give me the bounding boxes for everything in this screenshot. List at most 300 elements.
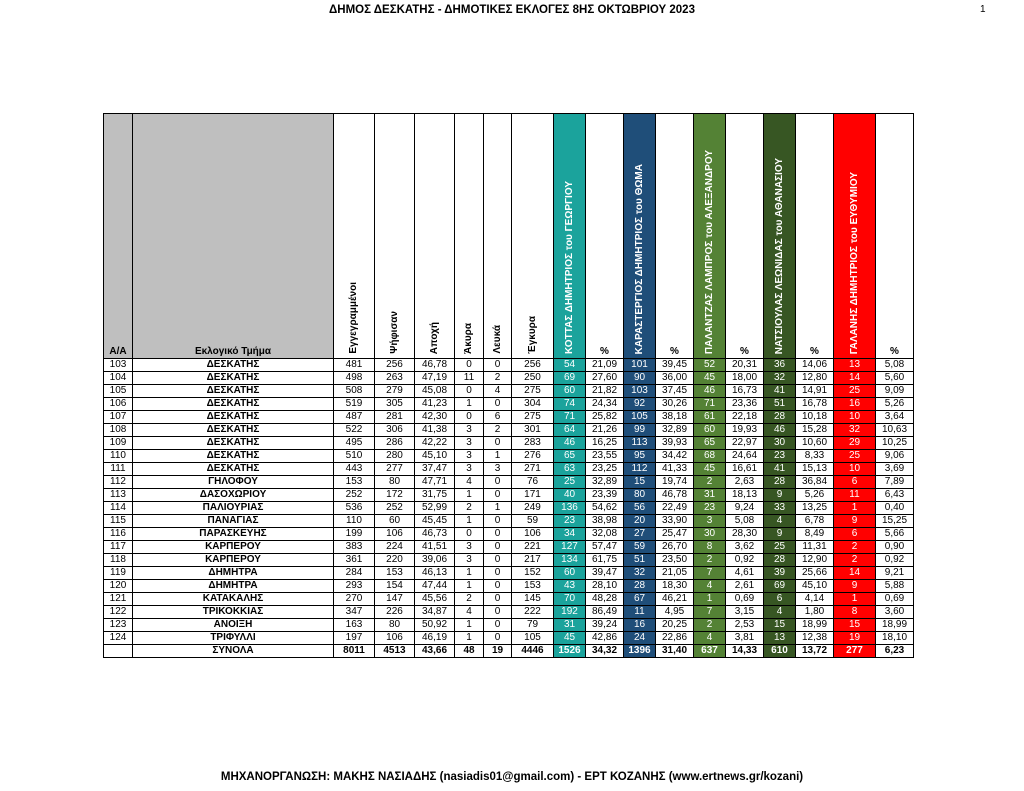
cell-cand2-votes: 67 (624, 593, 656, 606)
table-row (104, 541, 914, 554)
cell-eggegrammenoi: 270 (334, 593, 375, 606)
cell-egkyra: 271 (512, 463, 554, 476)
cell-cand1-pct: 25,82 (586, 411, 624, 424)
cell-cand3-pct: 2,63 (726, 476, 764, 489)
cell-tmima: ΔΕΣΚΑΤΗΣ (133, 463, 334, 476)
cell-lefka: 2 (484, 372, 512, 385)
cell-akyra: 4 (455, 476, 484, 489)
total-cand3-pct: 14,33 (726, 645, 764, 658)
cell-cand2-pct: 37,45 (656, 385, 694, 398)
cell-egkyra: 283 (512, 437, 554, 450)
cell-eggegrammenoi: 293 (334, 580, 375, 593)
cell-cand3-votes: 60 (694, 424, 726, 437)
table-row (104, 463, 914, 476)
cell-akyra: 11 (455, 372, 484, 385)
cell-lefka: 0 (484, 567, 512, 580)
cell-cand2-votes: 28 (624, 580, 656, 593)
cell-cand2-pct: 32,89 (656, 424, 694, 437)
cell-cand5-votes: 15 (834, 619, 876, 632)
cell-cand5-pct: 10,63 (876, 424, 914, 437)
cell-psifisan: 154 (375, 580, 415, 593)
table-row (104, 528, 914, 541)
cell-cand4-pct: 12,38 (796, 632, 834, 645)
cell-cand4-votes: 28 (764, 554, 796, 567)
cell-cand3-votes: 45 (694, 463, 726, 476)
cell-psifisan: 80 (375, 476, 415, 489)
cell-psifisan: 153 (375, 567, 415, 580)
table-row (104, 476, 914, 489)
cell-aa: 110 (104, 450, 133, 463)
cell-cand1-votes: 134 (554, 554, 586, 567)
total-lefka: 19 (484, 645, 512, 658)
cell-cand4-pct: 14,91 (796, 385, 834, 398)
cell-aa: 119 (104, 567, 133, 580)
cell-cand2-pct: 26,70 (656, 541, 694, 554)
table-row (104, 385, 914, 398)
cell-cand1-votes: 127 (554, 541, 586, 554)
cell-tmima: ΠΑΡΑΣΚΕΥΗΣ (133, 528, 334, 541)
cell-cand4-pct: 12,90 (796, 554, 834, 567)
cell-cand5-pct: 5,88 (876, 580, 914, 593)
table-row (104, 502, 914, 515)
cell-egkyra: 250 (512, 372, 554, 385)
table-row (104, 554, 914, 567)
col-header-psifisan: Ψήφισαν (375, 114, 415, 359)
cell-cand5-votes: 2 (834, 554, 876, 567)
cell-tmima: ΠΑΛΙΟΥΡΙΑΣ (133, 502, 334, 515)
cell-lefka: 0 (484, 593, 512, 606)
cell-cand5-votes: 25 (834, 450, 876, 463)
cell-cand3-pct: 18,00 (726, 372, 764, 385)
cell-tmima: ΚΑΤΑΚΑΛΗΣ (133, 593, 334, 606)
cell-cand1-pct: 42,86 (586, 632, 624, 645)
cell-cand4-votes: 15 (764, 619, 796, 632)
cell-tmima: ΔΕΣΚΑΤΗΣ (133, 411, 334, 424)
cell-cand1-votes: 31 (554, 619, 586, 632)
cell-psifisan: 106 (375, 528, 415, 541)
total-cand3-votes: 637 (694, 645, 726, 658)
cell-cand3-votes: 2 (694, 476, 726, 489)
cell-cand1-pct: 23,39 (586, 489, 624, 502)
total-psifisan: 4513 (375, 645, 415, 658)
cell-cand3-votes: 2 (694, 554, 726, 567)
cell-akyra: 3 (455, 450, 484, 463)
cell-eggegrammenoi: 443 (334, 463, 375, 476)
cell-egkyra: 222 (512, 606, 554, 619)
table-row (104, 606, 914, 619)
total-cand4-votes: 610 (764, 645, 796, 658)
cell-egkyra: 276 (512, 450, 554, 463)
cell-egkyra: 79 (512, 619, 554, 632)
header-row (104, 114, 914, 359)
cell-cand4-pct: 10,60 (796, 437, 834, 450)
cell-lefka: 1 (484, 502, 512, 515)
cell-psifisan: 279 (375, 385, 415, 398)
cell-aa: 122 (104, 606, 133, 619)
cell-cand3-votes: 8 (694, 541, 726, 554)
cell-cand1-pct: 86,49 (586, 606, 624, 619)
cell-cand4-votes: 30 (764, 437, 796, 450)
cell-cand4-votes: 9 (764, 528, 796, 541)
cell-cand3-votes: 4 (694, 580, 726, 593)
total-cand4-pct: 13,72 (796, 645, 834, 658)
table-row (104, 632, 914, 645)
cell-eggegrammenoi: 163 (334, 619, 375, 632)
cell-eggegrammenoi: 536 (334, 502, 375, 515)
cell-cand5-pct: 5,66 (876, 528, 914, 541)
cell-cand1-votes: 46 (554, 437, 586, 450)
cell-egkyra: 275 (512, 385, 554, 398)
cell-cand4-pct: 13,25 (796, 502, 834, 515)
cell-egkyra: 249 (512, 502, 554, 515)
cell-cand4-votes: 4 (764, 606, 796, 619)
cell-cand4-pct: 8,33 (796, 450, 834, 463)
cell-akyra: 3 (455, 424, 484, 437)
cell-egkyra: 106 (512, 528, 554, 541)
cell-akyra: 3 (455, 541, 484, 554)
cell-cand2-votes: 103 (624, 385, 656, 398)
cell-aa: 118 (104, 554, 133, 567)
cell-eggegrammenoi: 498 (334, 372, 375, 385)
cell-cand5-pct: 0,90 (876, 541, 914, 554)
cell-egkyra: 221 (512, 541, 554, 554)
cell-cand5-pct: 10,25 (876, 437, 914, 450)
table-row (104, 424, 914, 437)
cell-eggegrammenoi: 522 (334, 424, 375, 437)
cell-cand1-votes: 54 (554, 359, 586, 372)
cell-akyra: 1 (455, 632, 484, 645)
cell-cand2-pct: 30,26 (656, 398, 694, 411)
cell-psifisan: 263 (375, 372, 415, 385)
col-header-pct5: % (876, 114, 914, 359)
cell-eggegrammenoi: 110 (334, 515, 375, 528)
cell-tmima: ΑΝΟΙΞΗ (133, 619, 334, 632)
cell-lefka: 0 (484, 580, 512, 593)
cell-psifisan: 286 (375, 437, 415, 450)
cell-akyra: 3 (455, 437, 484, 450)
cell-cand3-pct: 18,13 (726, 489, 764, 502)
cell-tmima: ΔΗΜΗΤΡΑ (133, 580, 334, 593)
cell-cand2-votes: 113 (624, 437, 656, 450)
cell-cand3-pct: 19,93 (726, 424, 764, 437)
cell-tmima: ΔΕΣΚΑΤΗΣ (133, 398, 334, 411)
cell-cand2-pct: 46,21 (656, 593, 694, 606)
cell-cand4-votes: 69 (764, 580, 796, 593)
cell-cand1-pct: 27,60 (586, 372, 624, 385)
cell-apoxi: 34,87 (415, 606, 455, 619)
cell-cand4-votes: 25 (764, 541, 796, 554)
cell-cand4-pct: 14,06 (796, 359, 834, 372)
cell-cand3-votes: 4 (694, 632, 726, 645)
cell-cand5-pct: 6,43 (876, 489, 914, 502)
cell-cand2-pct: 23,50 (656, 554, 694, 567)
cell-cand4-votes: 41 (764, 385, 796, 398)
cell-cand2-votes: 59 (624, 541, 656, 554)
total-cand1-pct: 34,32 (586, 645, 624, 658)
total-cand2-pct: 31,40 (656, 645, 694, 658)
cell-cand4-pct: 15,28 (796, 424, 834, 437)
cell-aa: 121 (104, 593, 133, 606)
cell-lefka: 0 (484, 398, 512, 411)
cell-cand4-votes: 41 (764, 463, 796, 476)
cell-eggegrammenoi: 284 (334, 567, 375, 580)
cell-tmima: ΔΕΣΚΑΤΗΣ (133, 359, 334, 372)
cell-akyra: 1 (455, 515, 484, 528)
cell-apoxi: 41,38 (415, 424, 455, 437)
cell-cand5-votes: 10 (834, 411, 876, 424)
cell-aa: 103 (104, 359, 133, 372)
cell-cand2-votes: 15 (624, 476, 656, 489)
cell-cand2-votes: 20 (624, 515, 656, 528)
cell-cand2-pct: 18,30 (656, 580, 694, 593)
col-header-egkyra: Έγκυρα (512, 114, 554, 359)
cell-cand1-votes: 136 (554, 502, 586, 515)
cell-cand1-pct: 61,75 (586, 554, 624, 567)
cell-cand2-pct: 39,45 (656, 359, 694, 372)
cell-psifisan: 226 (375, 606, 415, 619)
cell-aa: 107 (104, 411, 133, 424)
cell-cand1-pct: 23,55 (586, 450, 624, 463)
cell-tmima: ΔΗΜΗΤΡΑ (133, 567, 334, 580)
cell-cand5-votes: 9 (834, 515, 876, 528)
cell-cand3-votes: 46 (694, 385, 726, 398)
cell-cand5-pct: 9,06 (876, 450, 914, 463)
cell-lefka: 4 (484, 385, 512, 398)
cell-cand5-pct: 18,99 (876, 619, 914, 632)
cell-cand1-pct: 21,82 (586, 385, 624, 398)
cell-cand1-pct: 16,25 (586, 437, 624, 450)
cell-apoxi: 46,78 (415, 359, 455, 372)
cell-akyra: 1 (455, 580, 484, 593)
cell-apoxi: 31,75 (415, 489, 455, 502)
col-header-pct4: % (796, 114, 834, 359)
cell-cand3-pct: 2,61 (726, 580, 764, 593)
cell-aa: 112 (104, 476, 133, 489)
cell-psifisan: 80 (375, 619, 415, 632)
cell-eggegrammenoi: 383 (334, 541, 375, 554)
cell-cand3-pct: 16,73 (726, 385, 764, 398)
cell-akyra: 0 (455, 411, 484, 424)
cell-cand5-pct: 0,92 (876, 554, 914, 567)
cell-cand3-pct: 28,30 (726, 528, 764, 541)
cell-aa: 114 (104, 502, 133, 515)
cell-tmima: ΔΕΣΚΑΤΗΣ (133, 385, 334, 398)
cell-aa: 105 (104, 385, 133, 398)
cell-apoxi: 41,23 (415, 398, 455, 411)
cell-psifisan: 60 (375, 515, 415, 528)
cell-cand1-votes: 65 (554, 450, 586, 463)
cell-cand2-votes: 90 (624, 372, 656, 385)
cell-cand1-votes: 60 (554, 567, 586, 580)
cell-egkyra: 217 (512, 554, 554, 567)
total-egkyra: 4446 (512, 645, 554, 658)
cell-cand1-votes: 63 (554, 463, 586, 476)
cell-psifisan: 224 (375, 541, 415, 554)
cell-apoxi: 46,13 (415, 567, 455, 580)
cell-cand4-votes: 6 (764, 593, 796, 606)
cell-apoxi: 52,99 (415, 502, 455, 515)
cell-cand3-votes: 2 (694, 619, 726, 632)
cell-cand2-pct: 22,49 (656, 502, 694, 515)
cell-cand3-votes: 71 (694, 398, 726, 411)
cell-lefka: 1 (484, 450, 512, 463)
cell-cand1-pct: 38,98 (586, 515, 624, 528)
cell-cand5-votes: 32 (834, 424, 876, 437)
cell-akyra: 1 (455, 489, 484, 502)
cell-cand4-votes: 39 (764, 567, 796, 580)
cell-cand2-votes: 51 (624, 554, 656, 567)
cell-lefka: 0 (484, 515, 512, 528)
cell-cand3-votes: 61 (694, 411, 726, 424)
cell-tmima: ΔΑΣΟΧΩΡΙΟΥ (133, 489, 334, 502)
cell-cand2-pct: 19,74 (656, 476, 694, 489)
cell-cand4-pct: 16,78 (796, 398, 834, 411)
cell-tmima: ΔΕΣΚΑΤΗΣ (133, 437, 334, 450)
cell-psifisan: 106 (375, 632, 415, 645)
cell-cand1-votes: 69 (554, 372, 586, 385)
cell-cand3-votes: 23 (694, 502, 726, 515)
cell-egkyra: 152 (512, 567, 554, 580)
cell-cand1-votes: 192 (554, 606, 586, 619)
cell-cand4-pct: 1,80 (796, 606, 834, 619)
cell-eggegrammenoi: 252 (334, 489, 375, 502)
cell-cand4-votes: 46 (764, 424, 796, 437)
cell-cand2-pct: 46,78 (656, 489, 694, 502)
cell-cand5-votes: 25 (834, 385, 876, 398)
cell-cand3-votes: 31 (694, 489, 726, 502)
cell-eggegrammenoi: 197 (334, 632, 375, 645)
cell-apoxi: 45,45 (415, 515, 455, 528)
cell-cand3-votes: 68 (694, 450, 726, 463)
table-row (104, 489, 914, 502)
cell-apoxi: 50,92 (415, 619, 455, 632)
cell-cand3-pct: 20,31 (726, 359, 764, 372)
cell-cand3-votes: 7 (694, 606, 726, 619)
cell-cand3-votes: 45 (694, 372, 726, 385)
cell-lefka: 6 (484, 411, 512, 424)
cell-apoxi: 42,30 (415, 411, 455, 424)
cell-cand3-pct: 5,08 (726, 515, 764, 528)
cell-aa: 117 (104, 541, 133, 554)
cell-akyra: 0 (455, 359, 484, 372)
total-akyra: 48 (455, 645, 484, 658)
total-tmima: ΣΥΝΟΛΑ (133, 645, 334, 658)
cell-cand2-votes: 105 (624, 411, 656, 424)
cell-cand2-votes: 32 (624, 567, 656, 580)
cell-cand5-votes: 6 (834, 528, 876, 541)
cell-cand3-pct: 0,92 (726, 554, 764, 567)
cell-cand4-votes: 28 (764, 476, 796, 489)
cell-cand5-votes: 9 (834, 580, 876, 593)
cell-cand5-votes: 10 (834, 463, 876, 476)
cell-cand1-pct: 28,10 (586, 580, 624, 593)
cell-aa: 116 (104, 528, 133, 541)
cell-cand1-votes: 74 (554, 398, 586, 411)
cell-cand1-votes: 60 (554, 385, 586, 398)
table-row (104, 593, 914, 606)
cell-cand1-pct: 21,26 (586, 424, 624, 437)
cell-cand5-pct: 5,26 (876, 398, 914, 411)
cell-aa: 115 (104, 515, 133, 528)
cell-aa: 106 (104, 398, 133, 411)
cell-cand5-pct: 0,40 (876, 502, 914, 515)
cell-apoxi: 47,44 (415, 580, 455, 593)
cell-egkyra: 304 (512, 398, 554, 411)
cell-psifisan: 306 (375, 424, 415, 437)
table-row (104, 372, 914, 385)
table-row (104, 619, 914, 632)
col-header-pct2: % (656, 114, 694, 359)
cell-eggegrammenoi: 153 (334, 476, 375, 489)
cell-cand1-votes: 45 (554, 632, 586, 645)
cell-cand5-votes: 19 (834, 632, 876, 645)
cell-cand4-pct: 45,10 (796, 580, 834, 593)
cell-eggegrammenoi: 481 (334, 359, 375, 372)
cell-aa: 113 (104, 489, 133, 502)
cell-cand1-pct: 21,09 (586, 359, 624, 372)
cell-lefka: 2 (484, 424, 512, 437)
cell-cand3-votes: 1 (694, 593, 726, 606)
cell-apoxi: 46,73 (415, 528, 455, 541)
cell-akyra: 4 (455, 606, 484, 619)
cell-aa: 124 (104, 632, 133, 645)
cell-cand3-votes: 52 (694, 359, 726, 372)
cell-egkyra: 275 (512, 411, 554, 424)
cell-cand4-pct: 15,13 (796, 463, 834, 476)
cell-akyra: 2 (455, 502, 484, 515)
col-header-aa: Α/Α (104, 114, 133, 359)
cell-akyra: 3 (455, 463, 484, 476)
cell-cand2-pct: 4,95 (656, 606, 694, 619)
cell-cand2-pct: 36,00 (656, 372, 694, 385)
cell-eggegrammenoi: 495 (334, 437, 375, 450)
cell-aa: 104 (104, 372, 133, 385)
cell-cand4-pct: 11,31 (796, 541, 834, 554)
col-header-cand5: ΓΑΛΑΝΗΣ ΔΗΜΗΤΡΙΟΣ του ΕΥΘΥΜΙΟΥ (834, 114, 876, 359)
cell-apoxi: 47,71 (415, 476, 455, 489)
cell-apoxi: 45,56 (415, 593, 455, 606)
cell-cand4-votes: 23 (764, 450, 796, 463)
cell-tmima: ΤΡΙΚΟΚΚΙΑΣ (133, 606, 334, 619)
cell-cand3-pct: 22,97 (726, 437, 764, 450)
cell-cand5-votes: 13 (834, 359, 876, 372)
cell-eggegrammenoi: 508 (334, 385, 375, 398)
cell-cand5-votes: 8 (834, 606, 876, 619)
cell-cand1-votes: 40 (554, 489, 586, 502)
cell-egkyra: 145 (512, 593, 554, 606)
cell-apoxi: 42,22 (415, 437, 455, 450)
cell-cand4-pct: 18,99 (796, 619, 834, 632)
cell-cand2-votes: 101 (624, 359, 656, 372)
cell-cand1-votes: 70 (554, 593, 586, 606)
cell-tmima: ΤΡΙΦΥΛΛΙ (133, 632, 334, 645)
cell-cand5-votes: 11 (834, 489, 876, 502)
cell-cand3-pct: 0,69 (726, 593, 764, 606)
cell-cand4-pct: 10,18 (796, 411, 834, 424)
cell-akyra: 2 (455, 593, 484, 606)
cell-cand4-pct: 25,66 (796, 567, 834, 580)
cell-cand5-votes: 1 (834, 502, 876, 515)
cell-cand3-votes: 30 (694, 528, 726, 541)
cell-tmima: ΓΗΛΟΦΟΥ (133, 476, 334, 489)
cell-aa: 111 (104, 463, 133, 476)
cell-cand1-votes: 23 (554, 515, 586, 528)
cell-cand1-pct: 32,08 (586, 528, 624, 541)
cell-cand1-pct: 48,28 (586, 593, 624, 606)
cell-akyra: 1 (455, 398, 484, 411)
cell-lefka: 0 (484, 619, 512, 632)
cell-lefka: 0 (484, 359, 512, 372)
